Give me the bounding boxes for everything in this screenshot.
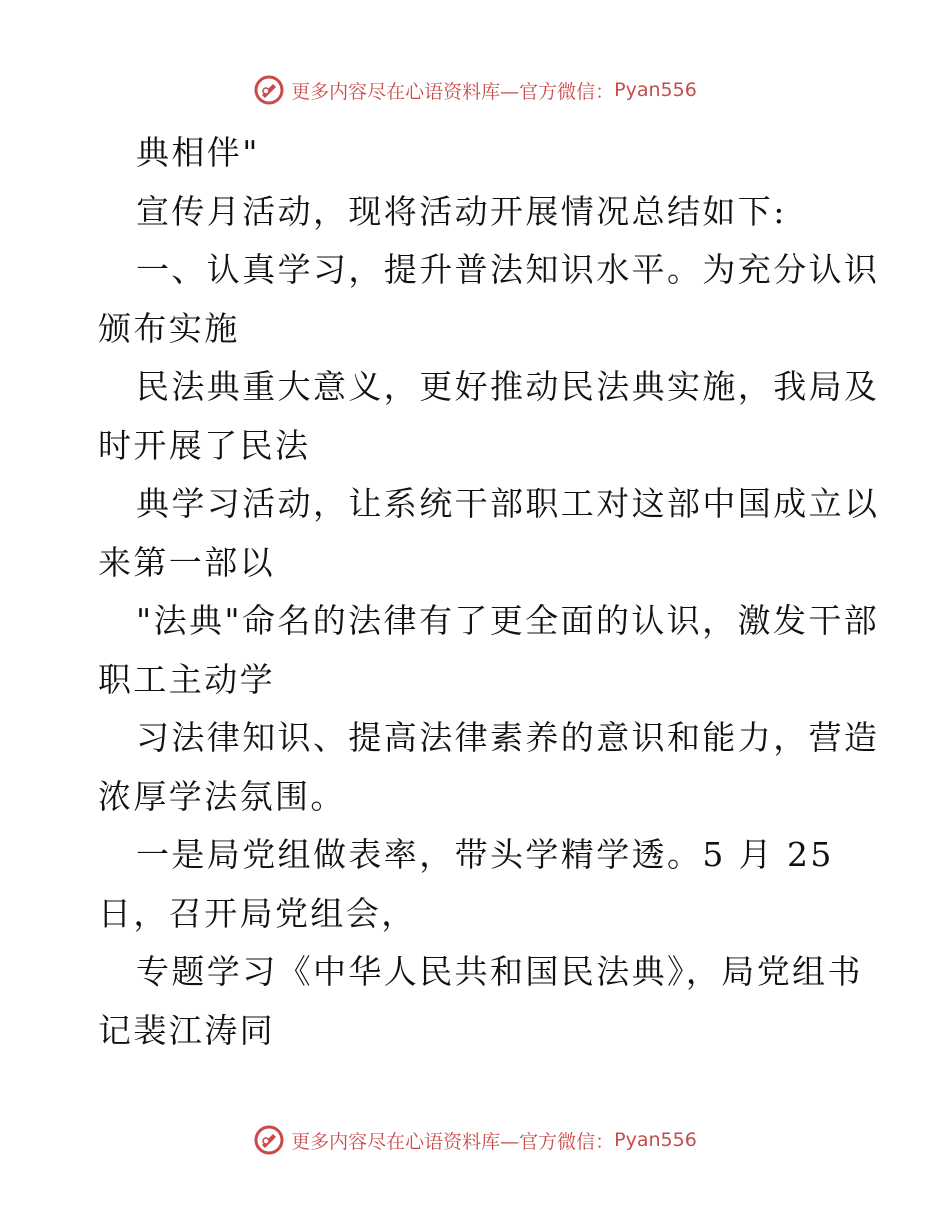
header-watermark — [0, 70, 950, 110]
text-line: 时开展了民法 — [98, 425, 311, 465]
brand-logo-icon — [253, 1124, 285, 1156]
brand-logo-icon — [253, 74, 285, 106]
text-line: 典相伴" — [136, 133, 260, 172]
watermark-id: Pyan556 — [614, 79, 697, 101]
text-line: 民法典重大意义，更好推动民法典实施，我局及 — [136, 367, 880, 406]
text-line: 习法律知识、提高法律素养的意识和能力，营造 — [136, 718, 880, 757]
document-body — [98, 124, 880, 1060]
text-line: 浓厚学法氛围。 — [98, 776, 346, 816]
watermark-text: 更多内容尽在心语资料库—官方微信： — [291, 80, 615, 103]
watermark-text: 更多内容尽在心语资料库—官方微信： — [291, 1130, 615, 1153]
text-line: 专题学习《中华人民共和国民法典》，局党组书 — [136, 952, 863, 991]
watermark-id: Pyan556 — [614, 1129, 697, 1151]
footer-watermark — [0, 1120, 950, 1160]
text-line: 日，召开局党组会， — [98, 893, 417, 933]
text-line: 典学习活动，让系统干部职工对这部中国成立以 — [136, 484, 880, 523]
text-line: 一、认真学习，提升普法知识水平。为充分认识 — [136, 250, 880, 289]
text-line: 一是局党组做表率，带头学精学透。5 月 25 — [136, 835, 834, 874]
text-line: 颁布实施 — [98, 308, 240, 348]
text-line: 来第一部以 — [98, 542, 275, 582]
text-line: 记裴江涛同 — [98, 1010, 275, 1050]
text-line: "法典"命名的法律有了更全面的认识，激发干部 — [136, 601, 880, 640]
text-line: 职工主动学 — [98, 659, 275, 699]
text-line: 宣传月活动，现将活动开展情况总结如下: — [136, 191, 787, 231]
